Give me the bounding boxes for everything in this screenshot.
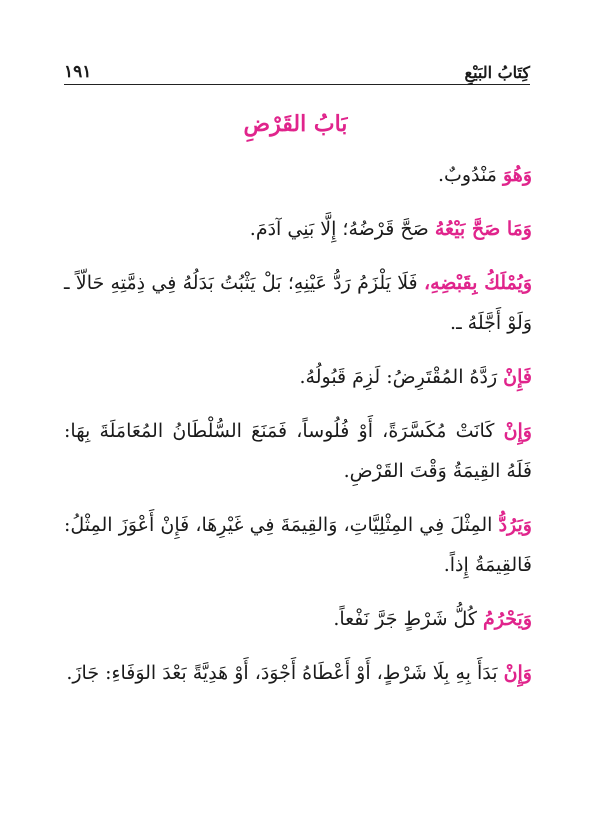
paragraph [64, 653, 532, 693]
paragraph [64, 411, 532, 491]
paragraph [64, 155, 532, 195]
paragraph [64, 209, 532, 249]
paragraph [64, 505, 532, 585]
chapter-title: بَابُ القَرْضِ [243, 111, 348, 137]
paragraph-lead: وَيَحْرُمُ [483, 608, 532, 630]
paragraph [64, 599, 532, 639]
paragraph-lead: وَيَرُدُّ [498, 514, 532, 536]
paragraph-text: فَلَا يَلْزَمُ رَدُّ عَيْنِهِ؛ بَلْ يَثْبُتُ بَدَلُهُ فِي ذِمَّتِهِ حَالّاً ـ وَلَوْ أَجَّلَهُ ـ. [64, 272, 532, 334]
page-header [64, 56, 530, 85]
paragraph-text: رَدَّهُ المُقْتَرِضُ: لَزِمَ قَبُولُهُ. [299, 366, 504, 388]
paragraph-text: بَدَأَ بِهِ بِلَا شَرْطٍ، أَوْ أَعْطَاهُ أَجْوَدَ، أَوْ هَدِيَّةً بَعْدَ الوَفَاءِ: جَازَ. [66, 662, 504, 684]
paragraph [64, 357, 532, 397]
paragraph-lead: وَهُوَ [502, 164, 532, 186]
paragraph-lead: وَيُمْلَكُ بِقَبْضِهِ، [423, 272, 532, 294]
paragraph-lead: وَإِنْ [503, 420, 532, 442]
paragraph-lead: وَمَا صَحَّ بَيْعُهُ [434, 218, 532, 240]
paragraph-lead: فَإِنْ [503, 366, 532, 388]
paragraph-text: كَانَتْ مُكَسَّرَةً، أَوْ فُلُوساً، فَمَنَعَ السُّلْطَانُ المُعَامَلَةَ بِهَا: فَلَهُ القِيمَةُ وَقْتَ القَرْضِ. [64, 420, 532, 482]
paragraph-text: مَنْدُوبٌ. [437, 164, 503, 186]
paragraph [64, 263, 532, 343]
paragraph-text: المِثْلَ فِي المِثْلِيَّاتِ، وَالقِيمَةَ فِي غَيْرِهَا، فَإِنْ أَعْوَزَ المِثْلُ: فَالقِيمَةُ إِذاً. [64, 514, 532, 576]
paragraph-text: كُلُّ شَرْطٍ جَرَّ نَفْعاً. [333, 608, 484, 630]
page-body [64, 155, 532, 707]
paragraph-text: صَحَّ قَرْضُهُ؛ إِلَّا بَنِي آدَمَ. [249, 218, 435, 240]
page-number: ١٩١ [64, 62, 92, 82]
running-title: كِتَابُ البَيْعِ [464, 63, 530, 82]
paragraph-lead: وَإِنْ [503, 662, 532, 684]
